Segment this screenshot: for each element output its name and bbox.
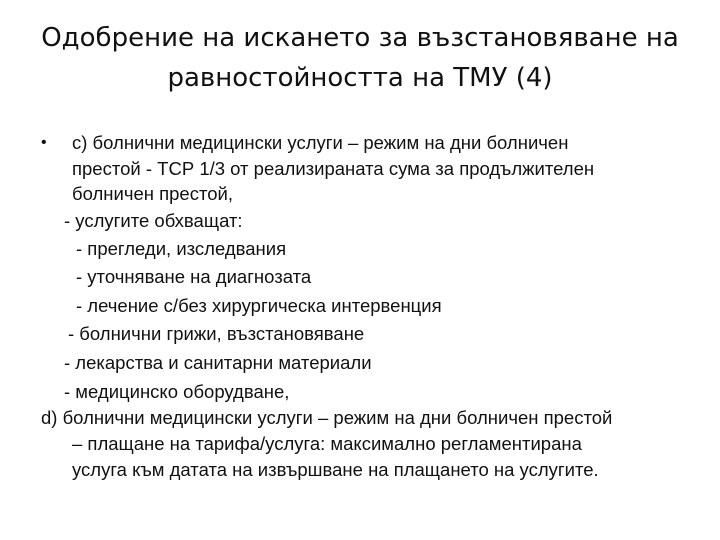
body-line: с) болнични медицински услуги – режим на дни болничен: [72, 132, 569, 153]
slide-title-line-1: Одобрение на искането за възстановяване на: [41, 23, 679, 53]
body-line: болничен престой,: [72, 183, 233, 204]
body-line: престой - ТСР 1/3 от реализираната сума за продължителен: [72, 158, 595, 179]
body-line: услуга към датата на извършване на плащането на услугите.: [72, 459, 599, 480]
body-line: - услугите обхващат:: [64, 210, 243, 231]
body-line: - уточняване на диагнозата: [76, 266, 312, 287]
body-line: d) болнични медицински услуги – режим на дни болничен престой: [41, 407, 613, 428]
body-line: - прегледи, изследвания: [76, 238, 287, 259]
slide-title-line-2: равностойността на ТМУ (4): [167, 63, 553, 93]
body-line: - болнични грижи, възстановяване: [68, 323, 365, 344]
body-line: - лекарства и санитарни материали: [64, 352, 372, 373]
body-line: - медицинско оборудване,: [64, 381, 290, 402]
body-line: – плащане на тарифа/услуга: максимално регламентирана: [72, 433, 582, 454]
body-line: - лечение с/без хирургическа интервенция: [76, 295, 442, 316]
slide-title: [30, 18, 690, 98]
bullet-marker: •: [41, 134, 47, 151]
